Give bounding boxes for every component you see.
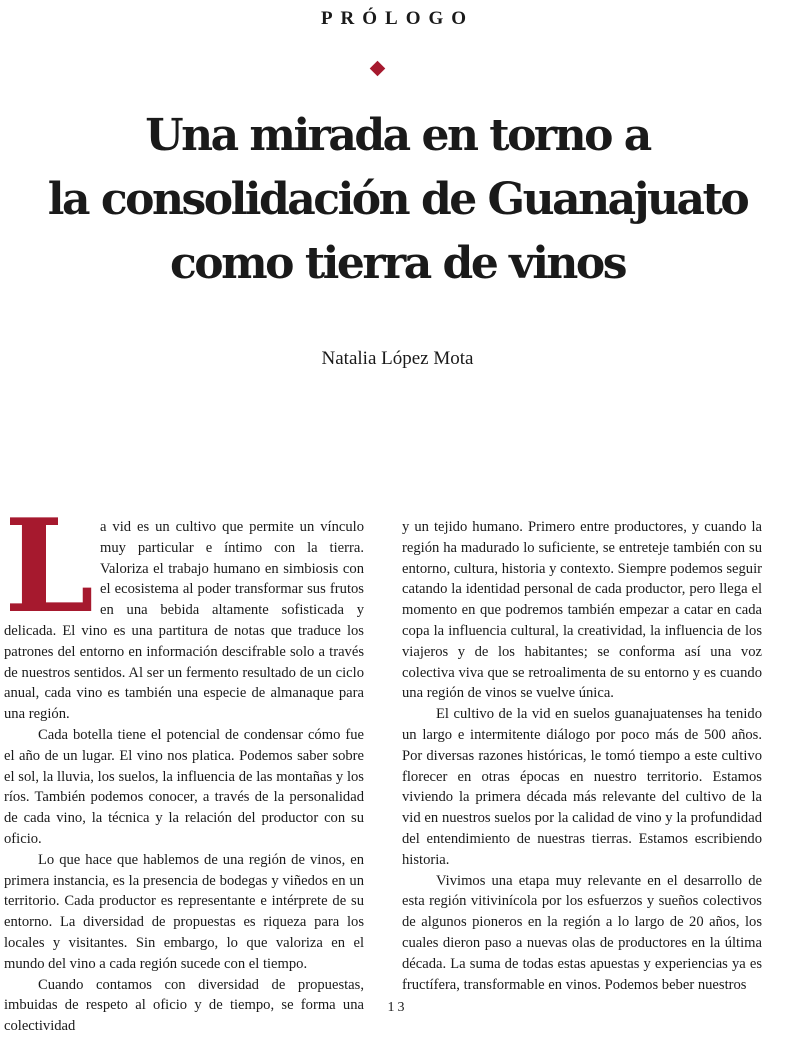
paragraph: Cuando contamos con diversidad de propuestas, imbuidas de respeto al oficio y de tiempo, se forma una colectividad	[4, 976, 364, 1035]
title-line: como tierra de vinos	[169, 238, 626, 289]
section-label: PRÓLOGO	[320, 8, 475, 29]
title-line: Una mirada en torno a	[145, 110, 650, 161]
left-column	[4, 0, 364, 1035]
column-top-spacer	[4, 0, 5, 517]
paragraph: a vid es un cultivo que permite un vínculo muy particular e íntimo con la tierra. Valoriza el trabajo humano en simbiosis con el ecosistema al poder transformar sus frutos en una bebida altamente sofisticada y delicada. El vino es una partitura de notas que traduce los patrones del entorno en información descifrable solo a través de nuestros sentidos. Al ser un fermento resultado de un ciclo anual, cada vino es también una especie de almanaque para una región.	[4, 519, 364, 723]
paragraph: y un tejido humano. Primero entre productores, y cuando la región ha madurado lo suficiente, se entreteje también con su entorno, cultura, historia y contexto. Siempre podemos seguir catando la identidad personal de cada productor, pero llega el momento en que podremos también empezar a catar en cada copa la influencia cultural, la creatividad, la influencia de los viajeros y de los habitantes; se conforma así una voz colectiva viva que se retroalimenta de su entorno y es cuando una región de vinos se vuelve única.	[402, 519, 762, 702]
paragraph: Cada botella tiene el potencial de condensar cómo fue el año de un lugar. El vino nos platica. Podemos saber sobre el sol, la lluvia, los suelos, la influencia de las montañas y los ríos. También podemos conocer, a través de la personalidad de cada vino, la técnica y la relación del productor con su oficio.	[4, 726, 364, 847]
page-number: 13	[387, 1000, 408, 1015]
paragraph: Lo que hace que hablemos de una región de vinos, en primera instancia, es la presencia de bodegas y viñedos en un territorio. Cada productor es representante e intérprete de su entorno. La diversidad de propuestas es riqueza para los locales y visitantes. Sin embargo, lo que valoriza en el mundo del vino a cada región sucede con el tiempo.	[4, 851, 364, 972]
column-top-spacer	[402, 0, 762, 517]
title-line: la consolidación de Guanajuato	[47, 174, 748, 225]
author-name: Natalia López Mota	[321, 348, 474, 369]
drop-cap: L	[4, 492, 94, 642]
diamond-ornament-icon	[370, 61, 386, 77]
paragraph: El cultivo de la vid en suelos guanajuatenses ha tenido un largo e intermitente diálogo por poco más de 500 años. Por diversas razones históricas, le tomó tiempo a este cultivo florecer en otras épocas en nuestro territorio. Estamos viviendo la primera década más relevante del cultivo de la vid en nuestros suelos por la calidad de vino y la profundidad del entendimiento de nuestras tierras. Estamos escribiendo historia.	[402, 706, 762, 868]
paragraph: Vivimos una etapa muy relevante en el desarrollo de esta región vitivinícola por los esfuerzos y sueños colectivos de algunos pioneros en la región a lo largo de 20 años, los cuales dieron paso a nuevas olas de productores en la última década. La suma de todas estas apuestas y experiencias ya es fructífera, transformable en vinos. Podemos beber nuestros	[402, 872, 762, 993]
right-column	[402, 0, 762, 1023]
